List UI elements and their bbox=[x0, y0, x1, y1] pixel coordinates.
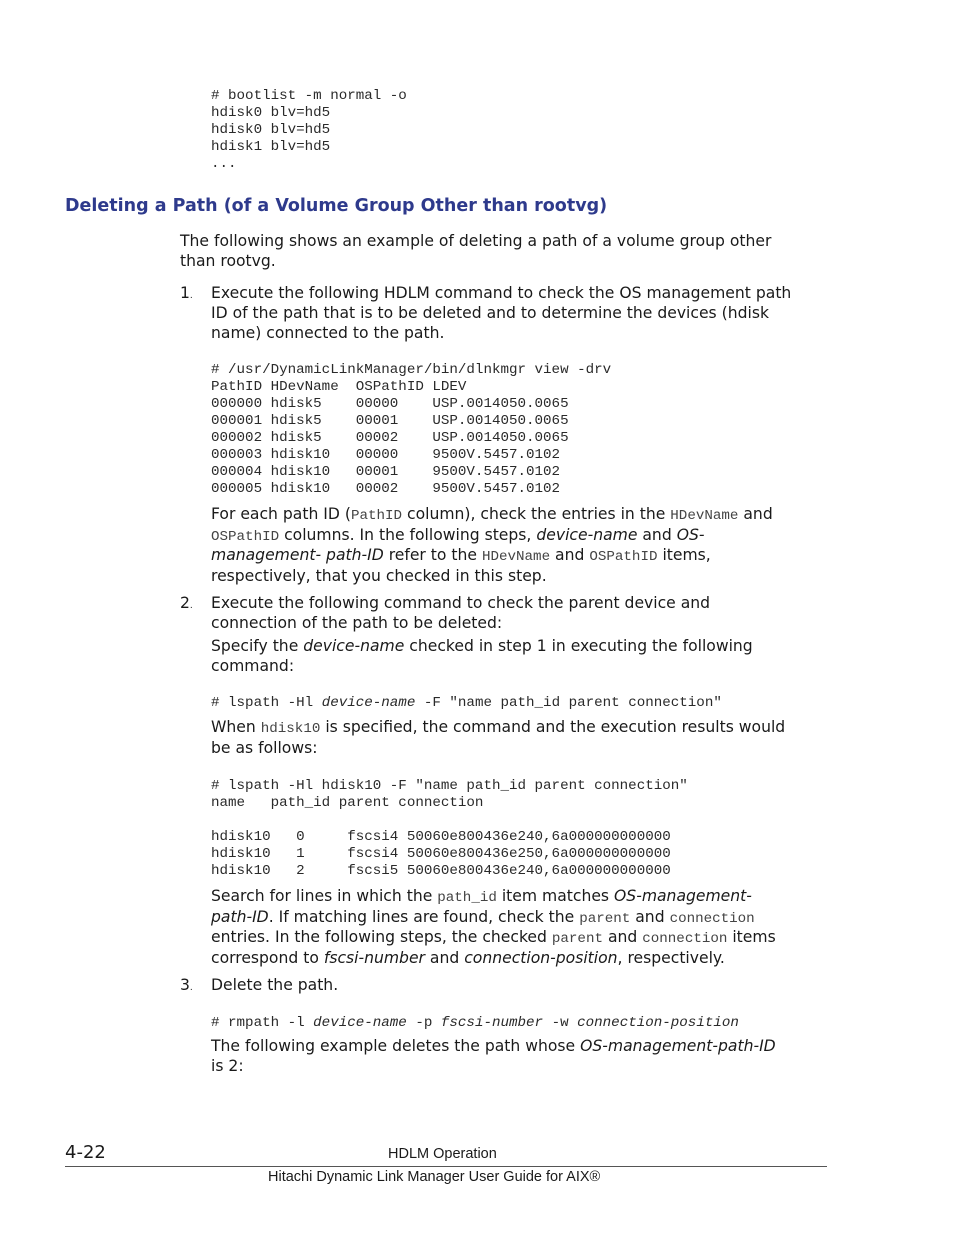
step-2-when bbox=[211, 717, 785, 759]
text-line: be as follows: bbox=[211, 739, 318, 757]
text-line: Search for lines in which the path_id item matches OS-management- bbox=[211, 887, 752, 906]
code-line bbox=[211, 812, 688, 829]
text-line: The following shows an example of deleting a path of a volume group other bbox=[180, 232, 772, 250]
text-line: connection of the path to be deleted: bbox=[211, 614, 503, 632]
code-line: hdisk10 1 fscsi4 50060e800436e250,6a000000000000 bbox=[211, 846, 671, 862]
step-2-number: 2. bbox=[180, 594, 193, 612]
text-line: than rootvg. bbox=[180, 252, 276, 270]
text-line: OSPathID columns. In the following steps, device-name and OS- bbox=[211, 525, 705, 545]
code-line: 000003 hdisk10 00000 9500V.5457.0102 bbox=[211, 447, 561, 463]
text-line: Execute the following command to check the parent device and bbox=[211, 594, 711, 612]
section-heading: Deleting a Path (of a Volume Group Other than rootvg) bbox=[65, 196, 608, 216]
code-line: hdisk10 2 fscsi5 50060e800436e240,6a000000000000 bbox=[211, 863, 671, 879]
intro-paragraph bbox=[180, 231, 771, 271]
code-block-bootlist bbox=[211, 88, 407, 173]
text-line: entries. In the following steps, the checked parent and connection items bbox=[211, 928, 776, 948]
code-line: ... bbox=[211, 156, 237, 172]
code-line: hdisk1 blv=hd5 bbox=[211, 139, 331, 155]
code-line: hdisk0 blv=hd5 bbox=[211, 122, 331, 138]
code-line: # /usr/DynamicLinkManager/bin/dlnkmgr view -drv bbox=[211, 362, 612, 378]
code-block-lspath-output bbox=[211, 778, 688, 880]
text-line: ID of the path that is to be deleted and to determine the devices (hdisk bbox=[211, 304, 769, 322]
code-line: PathID HDevName OSPathID LDEV bbox=[211, 379, 467, 395]
code-line: hdisk10 0 fscsi4 50060e800436e240,6a000000000000 bbox=[211, 829, 671, 845]
step-2-specify bbox=[211, 636, 753, 676]
text-line: Specify the device-name checked in step 1 in executing the following bbox=[211, 637, 753, 655]
step-3-example bbox=[211, 1036, 776, 1076]
code-line: 000000 hdisk5 00000 USP.0014050.0065 bbox=[211, 396, 569, 412]
page-number: 4-22 bbox=[65, 1142, 106, 1163]
code-line: 000004 hdisk10 00001 9500V.5457.0102 bbox=[211, 464, 561, 480]
text-line: correspond to fscsi-number and connection-position, respectively. bbox=[211, 949, 725, 968]
step-1-number: 1. bbox=[180, 284, 193, 302]
code-rmpath-syntax bbox=[211, 1015, 739, 1032]
code-line: 000001 hdisk5 00001 USP.0014050.0065 bbox=[211, 413, 569, 429]
text-line: When hdisk10 is specified, the command and the execution results would bbox=[211, 718, 786, 737]
step-2-search bbox=[211, 886, 776, 969]
text-line: is 2: bbox=[211, 1057, 244, 1075]
code-line: # lspath -Hl device-name -F "name path_id parent connection" bbox=[211, 695, 722, 711]
footer-guide-title: Hitachi Dynamic Link Manager User Guide for AIX® bbox=[268, 1169, 601, 1185]
code-line: # lspath -Hl hdisk10 -F "name path_id parent connection" bbox=[211, 778, 688, 794]
text-line: path-ID. If matching lines are found, check the parent and connection bbox=[211, 907, 755, 927]
step-3-number: 3. bbox=[180, 976, 193, 994]
text-line: For each path ID (PathID column), check the entries in the HDevName and bbox=[211, 505, 773, 524]
text-line: respectively, that you checked in this step. bbox=[211, 566, 547, 585]
text-line: Delete the path. bbox=[211, 976, 339, 994]
step-2-text bbox=[211, 593, 710, 633]
text-line: The following example deletes the path whose OS-management-path-ID bbox=[211, 1037, 776, 1055]
code-line: 000005 hdisk10 00002 9500V.5457.0102 bbox=[211, 481, 561, 497]
footer-section-title: HDLM Operation bbox=[388, 1146, 497, 1162]
code-line: 000002 hdisk5 00002 USP.0014050.0065 bbox=[211, 430, 569, 446]
code-block-view-drv bbox=[211, 362, 611, 498]
code-line: hdisk0 blv=hd5 bbox=[211, 105, 331, 121]
code-line: # bootlist -m normal -o bbox=[211, 88, 407, 104]
text-line: Execute the following HDLM command to check the OS management path bbox=[211, 284, 792, 302]
code-line: name path_id parent connection bbox=[211, 795, 484, 811]
step-1-explanation bbox=[211, 504, 773, 586]
text-line: management- path-ID refer to the HDevName and OSPathID items, bbox=[211, 546, 711, 565]
text-line: command: bbox=[211, 657, 295, 675]
code-line: # rmpath -l device-name -p fscsi-number -w connection-position bbox=[211, 1015, 739, 1031]
footer-divider bbox=[65, 1166, 827, 1167]
text-line: name) connected to the path. bbox=[211, 324, 445, 342]
code-lspath-syntax bbox=[211, 695, 722, 712]
step-1-text bbox=[211, 283, 791, 343]
step-3-text bbox=[211, 975, 338, 995]
